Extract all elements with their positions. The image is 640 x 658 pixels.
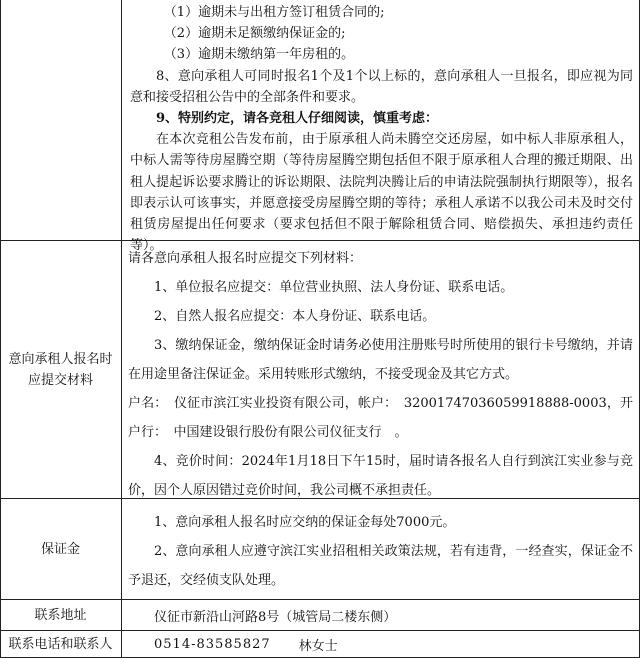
materials-intro: 请各意向承租人报名时应提交下列材料： [128, 251, 363, 266]
special-agreement-text: 在本次竞租公告发布前，由于原承租人尚未腾空交还房屋，如中标人非原承租人，中标人需等待房屋腾空期（等待房屋腾空期包括但不限于原承租人合理的搬迁期限、出租人提起诉讼要求腾让的诉讼期限、法院判决腾让后的申请法院强制执行期限等），报名即表示认可该事实，并愿意接受房屋腾空期的等待；承租人承诺不以我公司未及时交付租赁房屋提出任何要求（要求包括但不限于解除租赁合同、赔偿损失、承担违约责任等）。 [130, 132, 633, 254]
materials-content [122, 244, 639, 496]
special-agreement-heading: 9、特别约定，请各竞租人仔细阅读，慎重考虑： [156, 111, 439, 127]
contact-person: 林女士 [298, 638, 338, 654]
deposit-rules: 2、意向承租人应遵守滨江实业招租相关政策法规，若有违背，一经查实，保证金不予退还，交经侦支队处理。 [128, 544, 633, 588]
deposit-amount: 1、意向承租人报名时应交纳的保证金每处7000元。 [154, 515, 456, 530]
term-overdue-contract: （1）逾期未与出租方签订租赁合同的; [163, 5, 385, 20]
address-value: 仪征市新沿山河路8号（城管局二楼东侧） [154, 609, 397, 625]
materials-label: 意向承租人报名时应提交材料 [8, 351, 113, 388]
rental-terms-section [122, 2, 639, 254]
deposit-content [122, 508, 639, 596]
deposit-label: 保证金 [40, 541, 80, 557]
contact-content [122, 631, 639, 657]
materials-deposit-payment: 3、缴纳保证金，缴纳保证金时请务必使用注册账号时所使用的银行卡号缴纳，并请在用途里备注保证金。采用转账形式缴纳，不接受现金及其它方式。 [128, 338, 633, 382]
materials-company: 1、单位报名应提交：单位营业执照、法人身份证、联系电话。 [154, 280, 514, 295]
term-overdue-rent: （3）逾期未缴纳第一年房租的。 [163, 47, 355, 63]
bank-account-info: 户名： 仪征市滨江实业投资有限公司，帐户： 32001747036059918888-0003，开户行： 中国建设银行股份有限公司仪征支行 。 [128, 396, 633, 440]
contact-phone: 0514-83585827 [154, 636, 271, 652]
term-overdue-deposit: （2）逾期未足额缴纳保证金的; [163, 26, 346, 42]
term-multiple-registration: 8、意向承租人可同时报名1个及1个以上标的，意向承租人一旦报名，即应视为同意和接受招租公告中的全部条件和要求。 [130, 68, 633, 105]
address-label: 联系地址 [34, 607, 87, 623]
address-content [122, 600, 639, 630]
materials-individual: 2、自然人报名应提交：本人身份证、联系电话。 [154, 309, 436, 324]
bidding-time: 4、竞价时间：2024年1月18日下午15时，届时请各报名人自行到滨江实业参与竞价，因个人原因错过竞价时间，我公司概不承担责任。 [128, 454, 633, 498]
contact-label: 联系电话和联系人 [8, 636, 113, 652]
